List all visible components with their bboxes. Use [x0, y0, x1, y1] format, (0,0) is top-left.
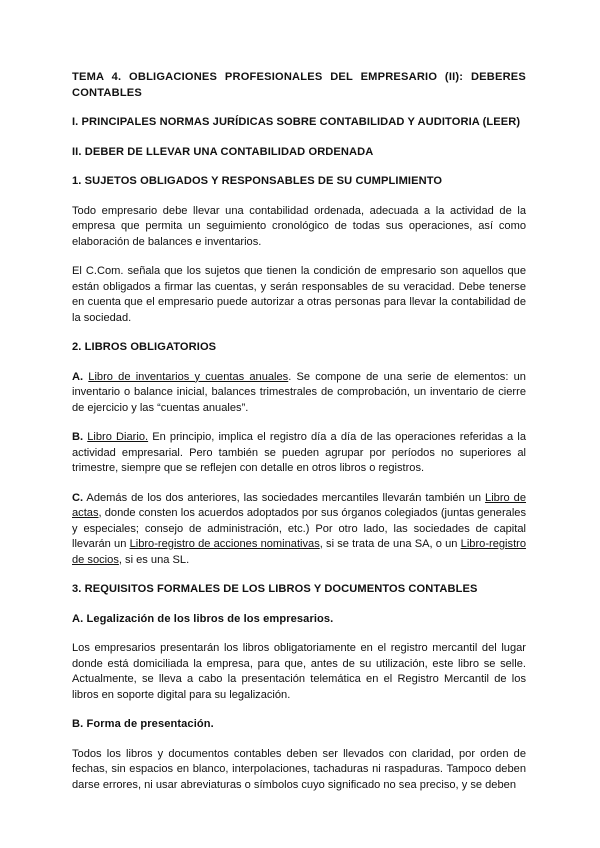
paragraph-libro-inventarios [72, 370, 526, 417]
subheading-legalizacion: A. Legalización de los libros de los empresarios. [72, 612, 334, 625]
paragraph-otros-libros [72, 491, 526, 569]
otros-libros-text-2: , donde consten los acuerdos adoptados por sus órganos colegiados (juntas generales y especiales; consejo de administración, etc.) Por otro lado, las sociedades de capital llevarán un [72, 507, 526, 550]
otros-libros-text-1: Además de los dos anteriores, las sociedades mercantiles llevarán también un [83, 491, 486, 504]
link-libro-registro-socios: Libro-registro de socios [72, 538, 527, 566]
subheading-forma-presentacion: B. Forma de presentación. [72, 718, 214, 730]
paragraph-sujetos-empresario: El C.Com. señala que los sujetos que tienen la condición de empresario son aquellos que están obligados a firmar las cuentas, y serán responsables de su veracidad. Debe tenerse en cuenta que el empresario puede autorizar a otras personas para llevar la contabilidad de la sociedad. [72, 265, 526, 324]
document-page [72, 70, 526, 807]
otros-libros-text-3: , si se trata de una SA, o un [319, 538, 461, 550]
item-letter-a: A. [72, 370, 84, 383]
libro-diario-text: En principio, implica el registro día a día de las operaciones referidas a la actividad empresarial. Pero también se pueden agrupar por períodos no superiores al trimestre, siempre que se reflejen con detalle en otros libros o registros. [72, 431, 526, 474]
item-letter-c: C. [72, 491, 84, 504]
paragraph-forma-presentacion: Todos los libros y documentos contables deben ser llevados con claridad, por orden de fechas, sin espacios en blanco, interpolaciones, tachaduras ni raspaduras. Tampoco deben darse errores, ni usar abreviaturas o símbolos cuyo significado no sea preciso, y se deben [72, 747, 526, 791]
item-letter-b: B. [72, 431, 84, 443]
link-libro-inventarios: Libro de inventarios y cuentas anuales [88, 370, 289, 383]
link-libro-registro-acciones: Libro-registro de acciones nominativas [129, 538, 320, 550]
document-title: TEMA 4. OBLIGACIONES PROFESIONALES DEL EMPRESARIO (II): DEBERES CONTABLES [72, 71, 526, 99]
subsection-heading-libros-obligatorios: 2. LIBROS OBLIGATORIOS [72, 341, 217, 353]
link-libro-actas: Libro de actas [72, 491, 527, 519]
section-heading-deber-contabilidad: II. DEBER DE LLEVAR UNA CONTABILIDAD ORDENADA [72, 145, 374, 158]
otros-libros-text-4: , si es una SL. [118, 553, 190, 566]
section-heading-principales-normas: I. PRINCIPALES NORMAS JURÍDICAS SOBRE CONTABILIDAD Y AUDITORIA (LEER) [72, 116, 521, 128]
paragraph-libro-diario [72, 430, 526, 477]
subsection-heading-requisitos-formales: 3. REQUISITOS FORMALES DE LOS LIBROS Y DOCUMENTOS CONTABLES [72, 583, 478, 595]
subsection-heading-sujetos-obligados: 1. SUJETOS OBLIGADOS Y RESPONSABLES DE SU CUMPLIMIENTO [72, 175, 443, 187]
link-libro-diario: Libro Diario. [87, 431, 149, 443]
paragraph-legalizacion: Los empresarios presentarán los libros obligatoriamente en el registro mercantil del lugar donde está domiciliada la empresa, para que, antes de su utilización, este libro se selle. Actualmente, se lleva a cabo la presentación telemática en el Registro Mercantil de los libros en soporte digital para su legalización. [72, 642, 526, 701]
paragraph-contabilidad-ordenada: Todo empresario debe llevar una contabilidad ordenada, adecuada a la actividad de la empresa que permita un seguimiento cronológico de todas sus operaciones, así como elaboración de balances e inventarios. [72, 204, 526, 248]
libro-inventarios-text: . Se compone de una serie de elementos: un inventario o balance inicial, balances trimestrales de comprobación, un inventario de cierre de ejercicio y las “cuentas anuales”. [72, 370, 526, 414]
